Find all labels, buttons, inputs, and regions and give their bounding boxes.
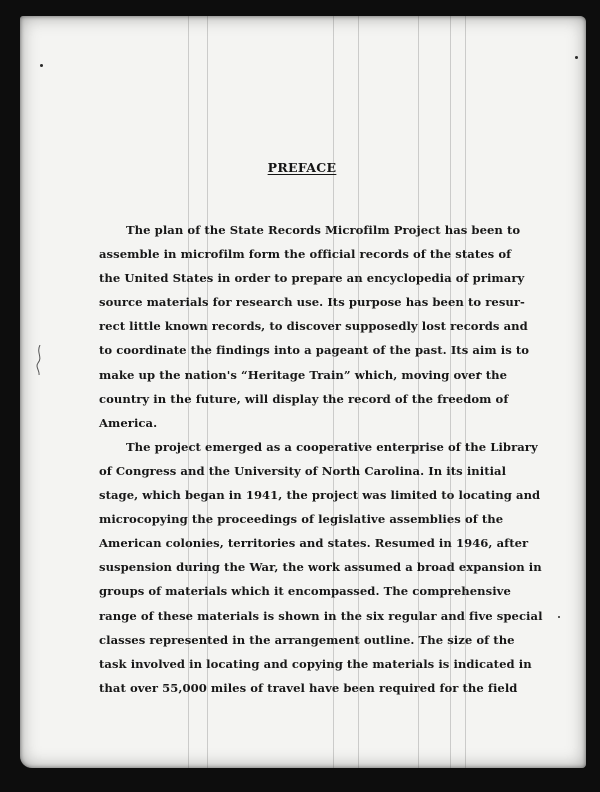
text-line: groups of materials which it encompassed. The comprehensive <box>99 584 511 599</box>
preface-body <box>99 218 543 700</box>
text-line: to coordinate the findings into a pageant of the past. Its aim is to <box>99 343 530 358</box>
dust-speck <box>575 56 578 59</box>
text-line: The plan of the State Records Microfilm Project has been to <box>126 223 521 237</box>
text-line: task involved in locating and copying the materials is indicated in <box>99 656 532 671</box>
dust-speck <box>558 616 560 618</box>
text-line: of Congress and the University of North Carolina. In its initial <box>99 463 507 478</box>
text-line: that over 55,000 miles of travel have been required for the field <box>99 680 518 695</box>
text-line: American colonies, territories and states. Resumed in 1946, after <box>99 536 529 551</box>
text-line: suspension during the War, the work assumed a broad expansion in <box>99 560 542 575</box>
text-line: assemble in microfilm form the official records of the states of <box>99 247 512 262</box>
text-line: make up the nation's “Heritage Train” which, moving over the <box>99 367 508 382</box>
text-line: the United States in order to prepare an encyclopedia of primary <box>99 271 525 286</box>
page-title: PREFACE <box>267 160 337 175</box>
text-line: stage, which began in 1941, the project was limited to locating and <box>99 488 541 503</box>
text-line: country in the future, will display the record of the freedom of <box>99 391 509 406</box>
text-line: microcopying the proceedings of legislative assemblies of the <box>99 512 504 527</box>
text-line: America. <box>99 415 158 430</box>
text-line: The project emerged as a cooperative enterprise of the Library <box>126 439 538 454</box>
text-line: source materials for research use. Its purpose has been to resur- <box>99 295 525 310</box>
text-line: rect little known records, to discover supposedly lost records and <box>99 319 528 334</box>
dust-speck <box>40 64 43 67</box>
margin-mark <box>34 345 44 375</box>
text-line: range of these materials is shown in the six regular and five special <box>99 608 543 623</box>
text-line: classes represented in the arrangement outline. The size of the <box>99 632 515 647</box>
